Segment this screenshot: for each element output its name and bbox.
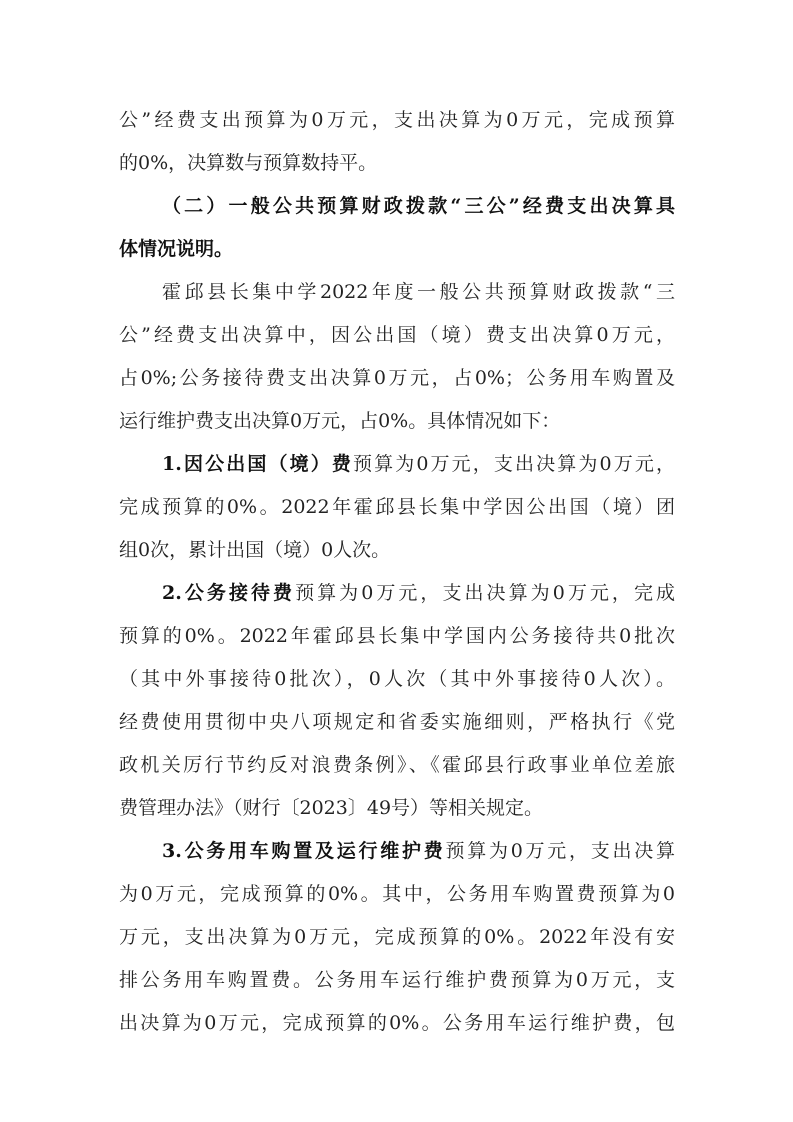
- paragraph-line: [119, 702, 675, 742]
- line-text: 为0万元，完成预算的0%。其中，公务用车购置费预算为0: [119, 883, 675, 905]
- item-heading-line: [162, 831, 675, 871]
- line-text: 完成预算的0%。2022年霍邱县长集中学因公出国（境）团: [119, 496, 675, 518]
- item-heading-line: [162, 444, 675, 484]
- line-text: 组0次，累计出国（境）0人次。: [119, 539, 391, 561]
- line-text: 万元，支出决算为0万元，完成预算的0%。2022年没有安: [119, 926, 675, 948]
- item-heading-text: 2.公务接待费: [162, 582, 296, 604]
- line-text: （其中外事接待0批次），0人次（其中外事接待0人次）。: [119, 668, 675, 690]
- line-text: 霍邱县长集中学2022年度一般公共预算财政拨款“三: [162, 281, 675, 303]
- paragraph-line: [119, 487, 675, 527]
- line-text: 经费使用贯彻中央八项规定和省委实施细则，严格执行《党: [119, 711, 675, 733]
- paragraph-line: [119, 530, 675, 570]
- section-heading-text: （二）一般公共预算财政拨款“三公”经费支出决算具: [162, 195, 675, 217]
- line-text: 的0%，决算数与预算数持平。: [119, 152, 378, 174]
- item-heading-text: 3.公务用车购置及运行维护费: [162, 840, 446, 862]
- line-text: 预算为0万元，支出决算为0万元，完成: [295, 582, 675, 604]
- paragraph-line: [119, 659, 675, 699]
- paragraph-line: [119, 616, 675, 656]
- line-text: 预算的0%。2022年霍邱县长集中学国内公务接待共0批次: [119, 625, 675, 647]
- paragraph-line: [119, 874, 675, 914]
- line-text: 出决算为0万元，完成预算的0%。公务用车运行维护费，包: [119, 1012, 675, 1034]
- line-text: 运行维护费支出决算0万元，占0%。具体情况如下：: [119, 410, 561, 432]
- paragraph-line: [119, 401, 675, 441]
- paragraph-line: [119, 960, 675, 1000]
- item-heading-line: [162, 573, 675, 613]
- line-text: 排公务用车购置费。公务用车运行维护费预算为0万元，支: [119, 969, 675, 991]
- item-heading-text: 1.因公出国（境）费: [162, 453, 353, 475]
- line-text: 预算为0万元，支出决算为0万元，: [352, 453, 675, 475]
- paragraph-line: [119, 788, 675, 828]
- paragraph-line: [119, 100, 675, 140]
- paragraph-line: [119, 1003, 675, 1043]
- line-text: 预算为0万元，支出决算: [445, 840, 675, 862]
- section-heading: [119, 229, 675, 269]
- paragraph-line: [119, 358, 675, 398]
- paragraph-line: [119, 143, 675, 183]
- line-text: 占0%;公务接待费支出决算0万元，占0%；公务用车购置及: [119, 367, 675, 389]
- line-text: 政机关厉行节约反对浪费条例》、《霍邱县行政事业单位差旅: [119, 754, 675, 776]
- line-text: 公”经费支出决算中，因公出国（境）费支出决算0万元，: [119, 324, 675, 346]
- section-heading: [162, 186, 675, 226]
- paragraph-line: [119, 745, 675, 785]
- line-text: 公”经费支出预算为0万元，支出决算为0万元，完成预算: [119, 109, 675, 131]
- paragraph-line: [119, 917, 675, 957]
- paragraph-line: [119, 315, 675, 355]
- line-text: 费管理办法》（财行〔2023〕49号）等相关规定。: [119, 797, 544, 819]
- section-heading-text: 体情况说明。: [119, 238, 234, 260]
- paragraph-line: [162, 272, 675, 312]
